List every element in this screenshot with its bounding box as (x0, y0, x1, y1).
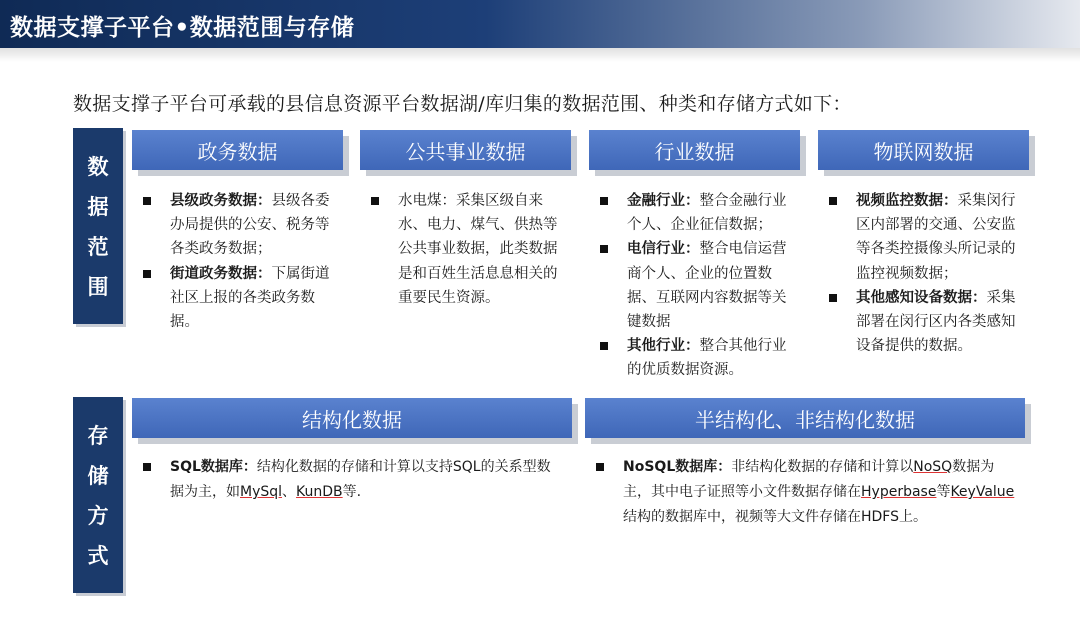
bullet-square-icon (371, 197, 379, 205)
category-header-gov: 政务数据 (132, 130, 343, 170)
scope-label-char: 围 (87, 275, 109, 299)
storage-unstructured-text (596, 455, 1018, 530)
category-header-public: 公共事业数据 (360, 130, 571, 170)
page-title: 数据支撑子平台•数据范围与存储 (10, 15, 355, 41)
item-text: 下属街道社区上报的各类政务数据。 (170, 265, 330, 331)
item-bold-label: 电信行业： (627, 241, 700, 258)
column-industry (600, 189, 790, 383)
list-item (829, 286, 1019, 359)
scope-side-label (73, 128, 123, 324)
scope-label-char: 数 (87, 155, 109, 179)
list-item (600, 189, 790, 237)
bullet-square-icon (829, 294, 837, 302)
category-header-iot: 物联网数据 (818, 130, 1029, 170)
item-text: 数据为主，其中电子证照等小文件数据存储在 (623, 459, 995, 500)
storage-structured-text (143, 455, 563, 505)
item-bold-label: 其他行业： (627, 338, 700, 355)
scope-label-char: 范 (87, 235, 109, 259)
item-text: 非结构化数据的存储和计算以 (731, 459, 914, 475)
bullet-square-icon (143, 463, 151, 471)
item-bold-label: NoSQL数据库： (623, 459, 732, 475)
item-text: 县级各委办局提供的公安、税务等各类政务数据； (170, 193, 330, 258)
item-bold-label: 金融行业： (627, 193, 700, 209)
list-item (596, 455, 1018, 530)
item-text: 结构的数据库中，视频等大文件存储在HDFS上。 (623, 509, 927, 525)
column-iot (829, 189, 1019, 358)
storage-header-structured: 结构化数据 (132, 398, 572, 438)
list-item (600, 334, 790, 382)
title-shadow (0, 48, 1080, 62)
item-text: 等 (936, 484, 951, 500)
item-text-underlined: KeyValue (950, 484, 1015, 500)
category-header-industry: 行业数据 (589, 130, 800, 170)
list-item (143, 455, 563, 505)
bullet-square-icon (600, 342, 608, 350)
item-text: 结构化数据的存储和计算以支持SQL的关系型数据为主，如 (170, 459, 551, 500)
bullet-square-icon (596, 463, 604, 471)
storage-label-char: 储 (87, 464, 109, 488)
item-text-underlined: Hyperbase (861, 484, 937, 500)
bullet-square-icon (600, 245, 608, 253)
bullet-square-icon (600, 197, 608, 205)
list-item (371, 189, 561, 310)
item-text-underlined: NoSQ (913, 459, 953, 475)
intro-text: 数据支撑子平台可承载的县信息资源平台数据湖/库归集的数据范围、种类和存储方式如下： (73, 93, 852, 115)
bullet-square-icon (143, 270, 151, 278)
list-item (143, 189, 333, 262)
item-text: 水电煤：采集区级自来水、电力、煤气、供热等公共事业数据，此类数据是和百姓生活息息相关的重要民生资源。 (398, 193, 558, 306)
item-text-underlined: KunDB (296, 484, 343, 500)
item-text-underlined: MySql (240, 484, 283, 500)
list-item (143, 262, 333, 335)
list-item (829, 189, 1019, 286)
storage-label-char: 存 (87, 424, 109, 448)
item-bold-label: 其他感知设备数据： (856, 289, 987, 306)
item-bold-label: 街道政务数据： (170, 265, 272, 282)
list-item (600, 237, 790, 334)
storage-label-char: 方 (87, 504, 109, 528)
item-bold-label: 视频监控数据： (856, 193, 958, 209)
storage-header-unstructured: 半结构化、非结构化数据 (585, 398, 1025, 438)
item-bold-label: SQL数据库： (170, 459, 257, 475)
item-text: 整合金融行业个人、企业征信数据； (627, 193, 787, 234)
item-bold-label: 县级政务数据： (170, 193, 272, 209)
scope-label-char: 据 (87, 195, 109, 219)
storage-label-char: 式 (87, 544, 109, 568)
item-text: 采集闵行区内部署的交通、公安监等各类控摄像头所记录的监控视频数据； (856, 193, 1016, 282)
storage-side-label (73, 397, 123, 593)
bullet-square-icon (829, 197, 837, 205)
title-bar (0, 0, 1080, 48)
item-text: 整合其他行业的优质数据资源。 (627, 338, 787, 379)
item-text: 、 (282, 484, 297, 500)
item-text: 采集部署在闵行区内各类感知设备提供的数据。 (856, 289, 1016, 355)
column-gov (143, 189, 333, 334)
column-public (371, 189, 561, 310)
item-text: 等. (342, 484, 362, 500)
bullet-square-icon (143, 197, 151, 205)
item-text: 整合电信运营商个人、企业的位置数据、互联网内容数据等关键数据 (627, 241, 787, 331)
